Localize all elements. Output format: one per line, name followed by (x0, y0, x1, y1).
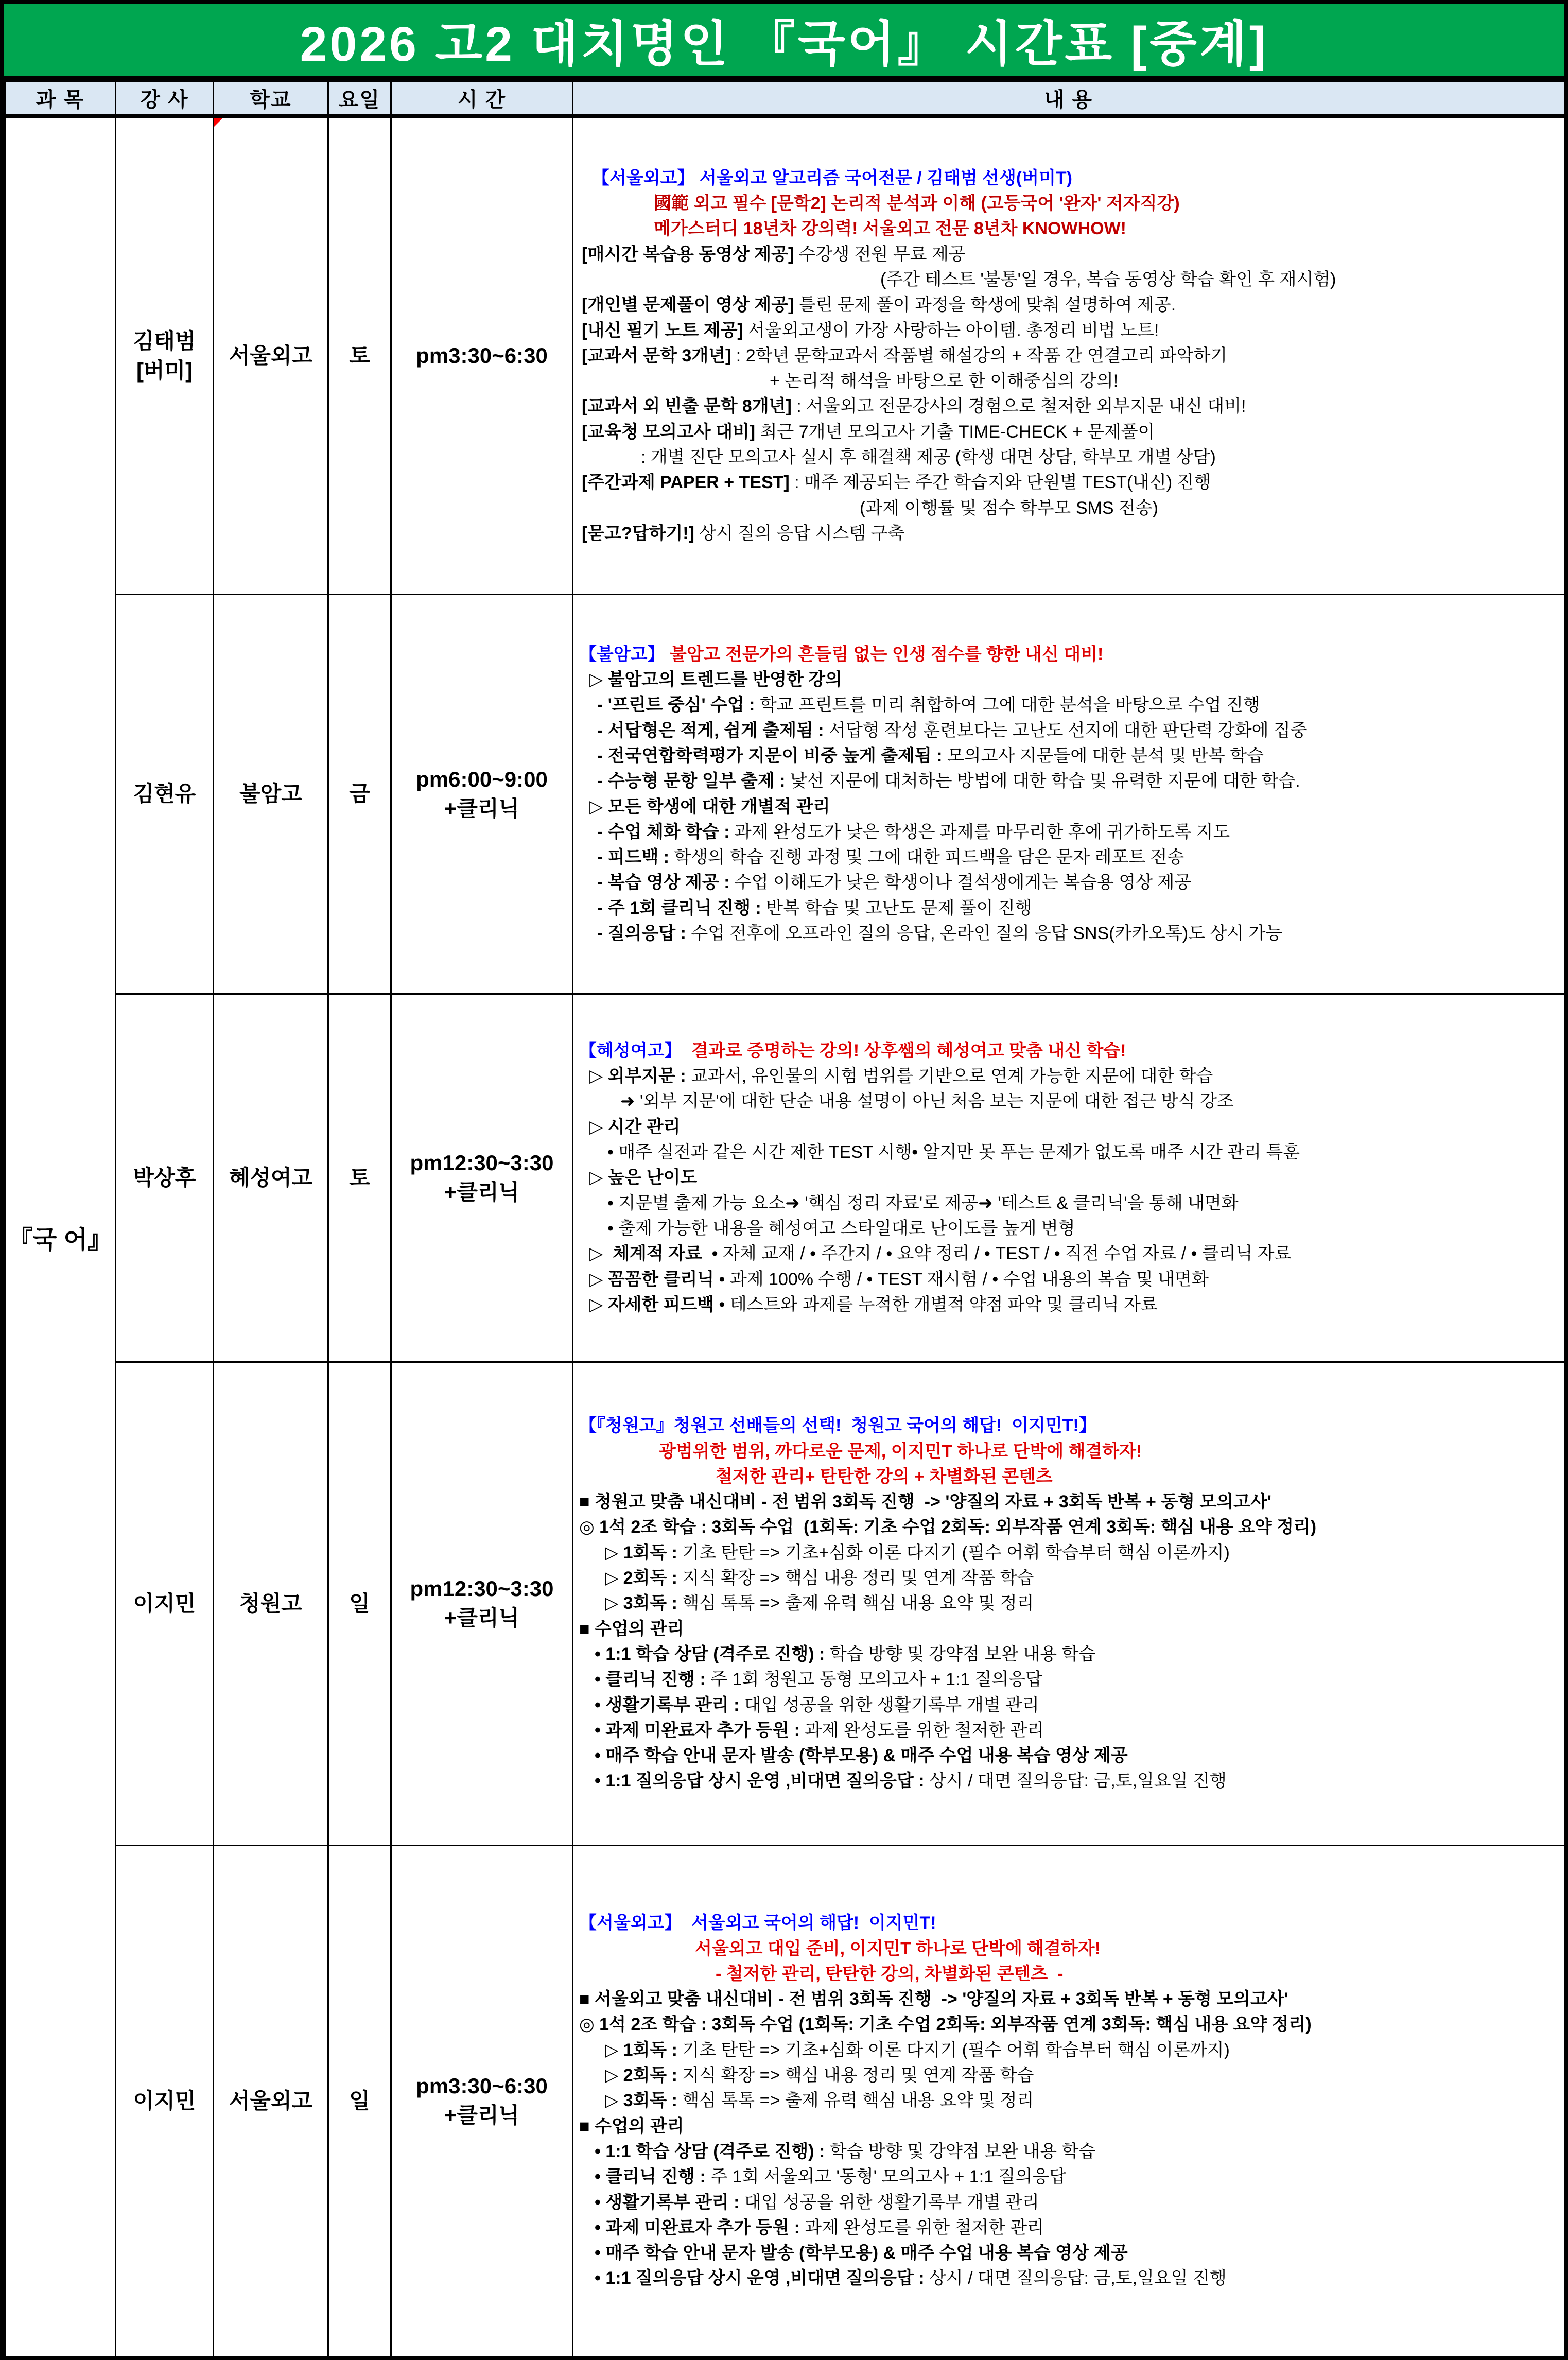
school-name: 혜성여고 (229, 1165, 313, 1190)
text-segment: ▷ 시간 관리 (589, 1117, 681, 1137)
title-bar (4, 4, 1564, 80)
text-segment: • 클리닉 진행 : (595, 2167, 706, 2187)
content-line (577, 292, 1561, 318)
school-name: 서울외고 (229, 343, 313, 368)
text-segment: [교과서 문학 3개년] (582, 345, 731, 366)
content-line (577, 1566, 1561, 1591)
content-line (577, 1936, 1561, 1962)
teacher-cell (116, 116, 214, 595)
column-header-subject: 과 목 (5, 81, 116, 116)
schedule-row (5, 595, 1565, 994)
text-segment: 틀린 문제 풀이 과정을 학생에 맞춰 설명하여 제공. (794, 295, 1176, 315)
text-segment: 수업 전후에 오프라인 질의 응답, 온라인 질의 응답 SNS(카카오톡)도 상시 가능 (686, 923, 1283, 943)
text-segment: • 매주 학습 안내 문자 발송 (학부모용) & 매주 수업 내용 복습 영상 제공 (595, 1746, 1128, 1766)
text-segment: 철저한 관리+ 탄탄한 강의 + 차별화된 콘텐츠 (716, 1466, 1053, 1486)
text-segment: - 전국연합학력평가 지문이 비중 높게 출제됨 : (597, 745, 943, 766)
text-segment: ■ 수업의 관리 (579, 2116, 684, 2136)
text-segment: ▷ 높은 난이도 (589, 1168, 698, 1188)
content-line (577, 1743, 1561, 1768)
text-segment: • 클리닉 진행 : (595, 1670, 706, 1690)
content-line (577, 1241, 1561, 1266)
comment-marker-icon (214, 118, 222, 127)
teacher-name: 이지민 (133, 2088, 196, 2113)
content-line (577, 2190, 1561, 2215)
text-segment: - 서답형은 적게, 쉽게 출제됨 : (597, 720, 824, 740)
text-segment: - 주 1회 클리닉 진행 : (597, 898, 761, 918)
text-segment: 【혜성여고】 (579, 1040, 682, 1061)
text-segment: 서울외고 대입 준비, 이지민T 하나로 단박에 해결하자! (695, 1938, 1101, 1958)
text-segment: : 2학년 문학교과서 작품별 해설강의 + 작품 간 연결고리 파악하기 (731, 345, 1228, 366)
text-segment: 교과서, 유인물의 시험 범위를 기반으로 연계 가능한 지문에 대한 학습 (686, 1066, 1213, 1086)
text-segment: - 복습 영상 제공 : (597, 873, 730, 893)
text-segment: 핵심 톡톡 => 출제 유력 핵심 내용 요약 및 정리 (677, 2091, 1034, 2111)
content-line (577, 1216, 1561, 1241)
text-segment: - 철저한 관리, 탄탄한 강의, 차별화된 콘텐츠 - (716, 1964, 1064, 1984)
text-segment: 상시 질의 응답 시스템 구축 (694, 523, 905, 543)
text-segment: 최근 7개년 모의고사 기출 TIME-CHECK + 문제풀이 (755, 422, 1155, 442)
content-line (577, 692, 1561, 718)
content-line (577, 1591, 1561, 1616)
time-label: +클리닉 (444, 796, 520, 821)
content-line (577, 369, 1561, 394)
text-segment: 대입 성공을 위한 생활기록부 개별 관리 (739, 1695, 1039, 1715)
content-line (577, 191, 1561, 216)
subject-label: 『국 어』 (8, 1226, 113, 1254)
schedule-row (5, 1362, 1565, 1846)
text-segment: ◎ 1석 2조 학습 : 3회독 수업 (1회독: 기초 수업 2회독: 외부작품 연계 3회독: 핵심 내용 요약 정리) (579, 1517, 1317, 1537)
content-line (577, 1667, 1561, 1692)
content-line (577, 2038, 1561, 2063)
text-segment: ▷ 체계적 자료 (589, 1244, 707, 1264)
text-segment: - 수능형 문항 일부 출제 : (597, 771, 786, 791)
content-line (577, 445, 1561, 470)
content-cell (573, 994, 1565, 1362)
text-segment: 지식 확장 => 핵심 내용 정리 및 연계 작품 학습 (677, 2066, 1034, 2086)
text-segment: 서답형 작성 훈련보다는 고난도 선지에 대한 판단력 강화에 집중 (824, 720, 1308, 740)
time-label: +클리닉 (444, 1180, 520, 1204)
text-segment: • 생활기록부 관리 : (595, 1695, 740, 1715)
text-segment: ▷ 자세한 피드백 (589, 1294, 715, 1314)
text-segment: ▷ 2회독 : (605, 1568, 677, 1588)
text-segment: 광범위한 범위, 까다로운 문제, 이지민T 하나로 단박에 해결하자! (659, 1441, 1142, 1461)
text-segment: 상시 / 대면 질의응답: 금,토,일요일 진행 (924, 2268, 1227, 2288)
column-header-teacher: 강 사 (116, 81, 214, 116)
teacher-cell (116, 1846, 214, 2357)
teacher-cell (116, 595, 214, 994)
content-line (577, 1911, 1561, 1936)
content-line (577, 267, 1561, 292)
content-cell (573, 1846, 1565, 2357)
content-line (577, 1038, 1561, 1064)
header-row (5, 81, 1565, 116)
text-segment: [교육청 모의고사 대비] (582, 422, 756, 442)
text-segment: • 출제 가능한 내용을 혜성여고 스타일대로 난이도를 높게 변형 (607, 1218, 1075, 1238)
text-segment: 기초 탄탄 => 기초+심화 이론 다지기 (필수 어휘 학습부터 핵심 이론까지) (677, 2040, 1230, 2060)
school-name: 불암고 (239, 782, 302, 806)
text-segment: : 서울외고 전문강사의 경험으로 철저한 외부지문 내신 대비! (791, 396, 1246, 417)
text-segment: • 자체 교재 / • 주간지 / • 요약 정리 / • TEST / • 직전 수업 자료 / • 클리닉 자료 (707, 1244, 1292, 1264)
content-line (577, 1115, 1561, 1140)
text-segment: 과제 완성도가 낮은 학생은 과제를 마무리한 후에 귀가하도록 지도 (729, 822, 1230, 842)
content-line (577, 1515, 1561, 1540)
text-segment: • 1:1 학습 상담 (격주로 진행) : (595, 1644, 825, 1664)
content-line (577, 1718, 1561, 1743)
teacher-name: 이지민 (133, 1591, 196, 1616)
content-line (577, 642, 1561, 667)
text-segment: [매시간 복습용 동영상 제공] (582, 244, 794, 264)
text-segment: : 개별 진단 모의고사 실시 후 해결책 제공 (학생 대면 상담, 학부모 개별 상담) (641, 447, 1216, 467)
text-segment: ▷ 3회독 : (605, 2091, 677, 2111)
content-line (577, 1642, 1561, 1667)
content-line (577, 1693, 1561, 1718)
day-label: 토 (349, 343, 370, 368)
text-segment: ➜ '외부 지문'에 대한 단순 내용 설명이 아닌 처음 보는 지문에 대한 접근 방식 강조 (620, 1091, 1234, 1112)
content-line (577, 343, 1561, 369)
text-segment: ▷ 2회독 : (605, 2066, 677, 2086)
schedule-row (5, 1846, 1565, 2357)
text-segment: • 매주 실전과 같은 시간 제한 TEST 시행• 알지만 못 푸는 문제가 없도록 매주 시간 관리 특훈 (607, 1142, 1300, 1162)
text-segment: 메가스터디 18년차 강의력! 서울외고 전문 8년차 KNOWHOW! (654, 219, 1126, 239)
content-lines (573, 1037, 1564, 1318)
text-segment: - 피드백 : (597, 847, 670, 867)
text-segment: 【『청원고』청원고 선배들의 선택! 청원고 국어의 해답! 이지민T!】 (579, 1416, 1096, 1436)
school-cell (214, 1846, 328, 2357)
content-line (577, 496, 1561, 521)
text-segment: 핵심 톡톡 => 출제 유력 핵심 내용 요약 및 정리 (677, 1593, 1034, 1613)
day-cell (328, 994, 391, 1362)
content-line (577, 1089, 1561, 1114)
text-segment: 【불암고】 (579, 644, 665, 664)
content-line (577, 242, 1561, 267)
time-label: +클리닉 (444, 2103, 520, 2127)
page-title: 2026 고2 대치명인 『국어』 시간표 [중계] (300, 17, 1268, 72)
column-header-day: 요일 (328, 81, 391, 116)
time-cell (391, 595, 573, 994)
school-cell (214, 1362, 328, 1846)
text-segment: 주 1회 서울외고 '동형' 모의고사 + 1:1 질의응답 (705, 2167, 1066, 2187)
text-segment: 낯선 지문에 대처하는 방법에 대한 학습 및 유력한 지문에 대한 학습. (785, 771, 1300, 791)
text-segment: 상시 / 대면 질의응답: 금,토,일요일 진행 (924, 1771, 1227, 1791)
time-cell (391, 1846, 573, 2357)
school-name: 서울외고 (229, 2088, 313, 2113)
content-line (577, 2114, 1561, 2139)
text-segment: • 1:1 질의응답 상시 운영 ,비대면 질의응답 : (595, 1771, 925, 1791)
content-line (577, 420, 1561, 445)
text-segment: 서울외고생이 가장 사랑하는 아이템. 총정리 비법 노트! (743, 320, 1159, 340)
teacher-name: 박상후 (133, 1165, 196, 1190)
content-line (577, 166, 1561, 191)
content-line (577, 1540, 1561, 1566)
content-line (577, 2241, 1561, 2266)
content-cell (573, 595, 1565, 994)
content-line (577, 216, 1561, 241)
text-segment: 【서울외고】 서울외고 알고리즘 국어전문 / 김태범 선생(버미T) (592, 168, 1072, 188)
content-line (577, 1464, 1561, 1489)
text-segment: 학교 프린트를 미리 취합하여 그에 대한 분석을 바탕으로 수업 진행 (755, 695, 1260, 715)
time-label: pm12:30~3:30 (410, 1151, 554, 1175)
text-segment: • 테스트와 과제를 누적한 개별적 약점 파악 및 클리닉 자료 (714, 1294, 1158, 1314)
text-segment: 기초 탄탄 => 기초+심화 이론 다지기 (필수 어휘 학습부터 핵심 이론까지) (677, 1542, 1230, 1563)
text-segment: [교과서 외 빈출 문학 8개년] (582, 396, 792, 417)
school-cell (214, 116, 328, 595)
text-segment: ■ 서울외고 맞춤 내신대비 - 전 범위 3회독 진행 -> '양질의 자료 + 3회독 반복 + 동형 모의고사' (579, 1989, 1288, 2009)
content-line (577, 769, 1561, 794)
content-cell (573, 116, 1565, 595)
content-line (577, 718, 1561, 743)
content-line (577, 1987, 1561, 2012)
text-segment: ▷ 1회독 : (605, 1542, 677, 1563)
text-segment: ■ 청원고 맞춤 내신대비 - 전 범위 3회독 진행 -> '양질의 자료 + 3회독 반복 + 동형 모의고사' (579, 1492, 1271, 1512)
text-segment: [주간과제 PAPER + TEST] (582, 473, 790, 493)
day-cell (328, 595, 391, 994)
content-line (577, 1962, 1561, 1987)
content-lines (573, 641, 1564, 948)
text-segment: ▷ 외부지문 : (589, 1066, 686, 1086)
teacher-name: 김현유 (133, 782, 196, 806)
schedule-body (5, 116, 1565, 2357)
text-segment: - 질의응답 : (597, 923, 686, 943)
content-line (577, 896, 1561, 921)
text-segment: ▷ 모든 학생에 대한 개별적 관리 (589, 796, 830, 817)
content-line (577, 1140, 1561, 1165)
time-label: pm6:00~9:00 (416, 767, 548, 791)
text-segment: (과제 이행률 및 점수 학부모 SMS 전송) (860, 498, 1158, 518)
text-segment: 학생의 학습 진행 과정 및 그에 대한 피드백을 담은 문자 레포트 전송 (669, 847, 1184, 867)
teacher-name: [버미] (136, 358, 193, 383)
content-line (577, 2266, 1561, 2291)
text-segment: ▷ 3회독 : (605, 1593, 677, 1613)
content-line (577, 1413, 1561, 1438)
text-segment: + 논리적 해석을 바탕으로 한 이해중심의 강의! (770, 371, 1119, 391)
content-line (577, 870, 1561, 895)
content-line (577, 521, 1561, 546)
content-line (577, 2012, 1561, 2037)
time-label: +클리닉 (444, 1606, 520, 1630)
text-segment: 반복 학습 및 고난도 문제 풀이 진행 (761, 898, 1032, 918)
text-segment: • 과제 미완료자 추가 등원 : (595, 2217, 800, 2237)
content-line (577, 1617, 1561, 1642)
text-segment: 불암고 전문가의 흔들림 없는 인생 점수를 향한 내신 대비! (665, 644, 1104, 664)
content-line (577, 1439, 1561, 1464)
day-label: 금 (349, 782, 370, 806)
content-line (577, 318, 1561, 343)
day-cell (328, 116, 391, 595)
day-label: 일 (349, 1591, 370, 1616)
teacher-cell (116, 994, 214, 1362)
text-segment: • 1:1 질의응답 상시 운영 ,비대면 질의응답 : (595, 2268, 925, 2288)
text-segment: ▷ 불암고의 트렌드를 반영한 강의 (589, 670, 842, 690)
teacher-name: 김태범 (133, 328, 196, 353)
content-cell (573, 1362, 1565, 1846)
text-segment: • 1:1 학습 상담 (격주로 진행) : (595, 2141, 825, 2161)
schedule-row (5, 116, 1565, 595)
time-cell (391, 994, 573, 1362)
text-segment: - 수업 체화 학습 : (597, 822, 730, 842)
text-segment: • 과제 미완료자 추가 등원 : (595, 1720, 800, 1740)
content-line (577, 2164, 1561, 2190)
text-segment: 수강생 전원 무료 제공 (794, 244, 966, 264)
text-segment: 과제 완성도를 위한 철저한 관리 (799, 1720, 1044, 1740)
text-segment: • 지문별 출제 가능 요소➜ '핵심 정리 자료'로 제공➜ '테스트 & 클리닉'을 통해 내면화 (607, 1193, 1239, 1213)
school-cell (214, 595, 328, 994)
timetable (4, 80, 1565, 2357)
time-label: pm12:30~3:30 (410, 1576, 554, 1601)
text-segment: 國範 외고 필수 [문학2] 논리적 분석과 이해 (고등국어 '완자' 저자직강) (654, 194, 1180, 214)
text-segment: 【서울외고】 서울외고 국어의 해답! 이지민T! (579, 1913, 936, 1933)
text-segment: 주 1회 청원고 동형 모의고사 + 1:1 질의응답 (705, 1670, 1043, 1690)
text-segment: • 생활기록부 관리 : (595, 2192, 740, 2212)
content-line (577, 1191, 1561, 1216)
column-header-school: 학교 (214, 81, 328, 116)
text-segment: 모의고사 지문들에 대한 분석 및 반복 학습 (942, 745, 1264, 766)
content-line (577, 1165, 1561, 1190)
subject-cell (5, 116, 116, 2357)
content-line (577, 2063, 1561, 2088)
text-segment: 학습 방향 및 강약점 보완 내용 학습 (825, 2141, 1096, 2161)
content-line (577, 845, 1561, 870)
content-lines (573, 1910, 1564, 2292)
text-segment: ■ 수업의 관리 (579, 1619, 684, 1639)
content-line (577, 794, 1561, 820)
time-label: pm3:30~6:30 (416, 2074, 548, 2098)
teacher-cell (116, 1362, 214, 1846)
school-name: 청원고 (239, 1591, 302, 1616)
text-segment: ▷ 꼼꼼한 클리닉 (589, 1269, 715, 1289)
text-segment: • 과제 100% 수행 / • TEST 재시험 / • 수업 내용의 복습 및 내면화 (714, 1269, 1209, 1289)
text-segment: (주간 테스트 '불통'일 경우, 복습 동영상 학습 확인 후 재시험) (880, 269, 1336, 289)
content-line (577, 1768, 1561, 1794)
text-segment: ◎ 1석 2조 학습 : 3회독 수업 (1회독: 기초 수업 2회독: 외부작품 연계 3회독: 핵심 내용 요약 정리) (579, 2015, 1312, 2035)
content-line (577, 743, 1561, 769)
school-cell (214, 994, 328, 1362)
content-line (577, 2088, 1561, 2113)
column-header-time: 시 간 (391, 81, 573, 116)
content-line (577, 470, 1561, 495)
day-label: 일 (349, 2088, 370, 2113)
column-header-content: 내 용 (573, 81, 1565, 116)
content-lines (573, 165, 1564, 547)
text-segment: [내신 필기 노트 제공] (582, 320, 743, 340)
text-segment: 수업 이해도가 낮은 학생이나 결석생에게는 복습용 영상 제공 (729, 873, 1192, 893)
text-segment: 지식 확장 => 핵심 내용 정리 및 연계 작품 학습 (677, 1568, 1034, 1588)
content-line (577, 2215, 1561, 2241)
time-cell (391, 1362, 573, 1846)
text-segment: ▷ 1회독 : (605, 2040, 677, 2060)
table-header (5, 81, 1565, 116)
time-cell (391, 116, 573, 595)
text-segment: [묻고?답하기!] (582, 523, 694, 543)
content-line (577, 1267, 1561, 1292)
day-cell (328, 1846, 391, 2357)
day-label: 토 (349, 1165, 370, 1190)
text-segment: : 매주 제공되는 주간 학습지와 단원별 TEST(내신) 진행 (789, 473, 1211, 493)
content-line (577, 1064, 1561, 1089)
text-segment: 결과로 증명하는 강의! 상후쌤의 혜성여고 맞춤 내신 학습! (682, 1040, 1126, 1061)
content-line (577, 1292, 1561, 1317)
text-segment: [개인별 문제풀이 영상 제공] (582, 295, 794, 315)
text-segment: 대입 성공을 위한 생활기록부 개별 관리 (739, 2192, 1039, 2212)
text-segment: - '프린트 중심' 수업 : (597, 695, 755, 715)
content-line (577, 2139, 1561, 2164)
content-line (577, 394, 1561, 419)
time-label: pm3:30~6:30 (416, 343, 548, 368)
day-cell (328, 1362, 391, 1846)
content-line (577, 1489, 1561, 1515)
content-line (577, 667, 1561, 692)
schedule-row (5, 994, 1565, 1362)
text-segment: • 매주 학습 안내 문자 발송 (학부모용) & 매주 수업 내용 복습 영상 제공 (595, 2243, 1128, 2263)
content-line (577, 820, 1561, 845)
content-lines (573, 1412, 1564, 1795)
text-segment: 학습 방향 및 강약점 보완 내용 학습 (825, 1644, 1096, 1664)
text-segment: 과제 완성도를 위한 철저한 관리 (799, 2217, 1044, 2237)
content-line (577, 921, 1561, 946)
